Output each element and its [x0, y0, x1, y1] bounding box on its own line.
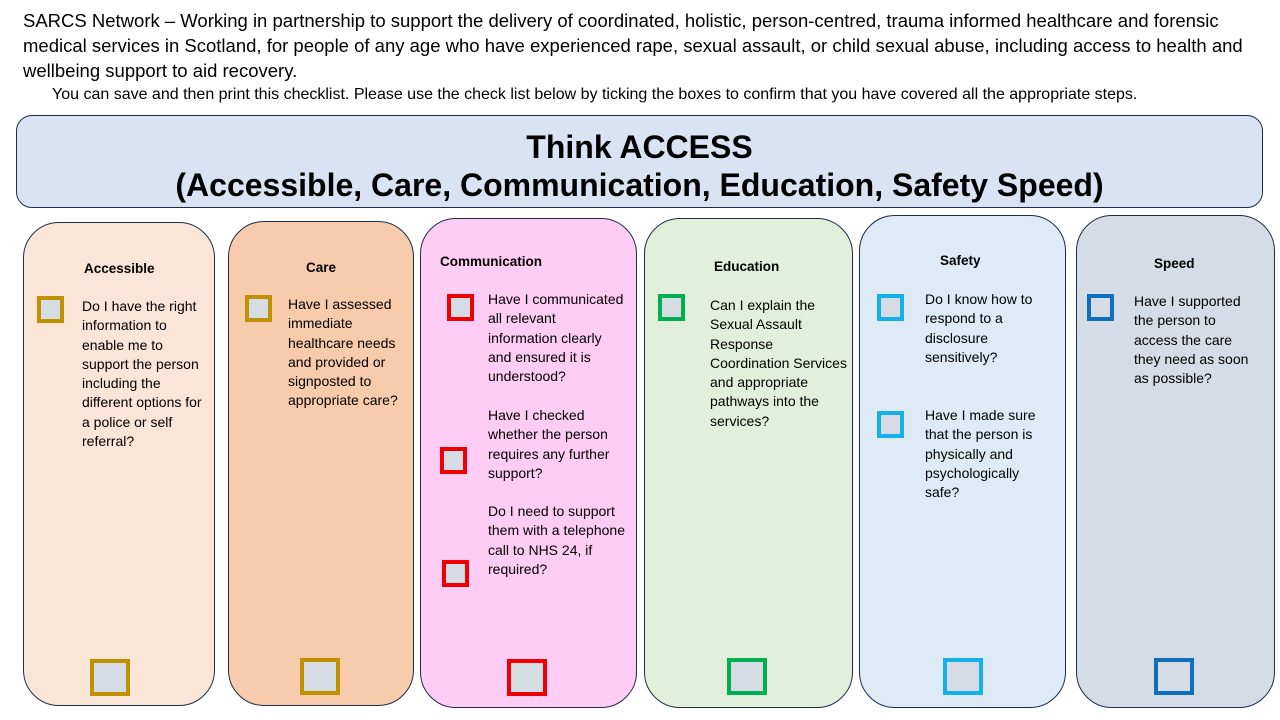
instruction-text: You can save and then print this checklist. Please use the check list below by ticking the boxes to confirm that you have covered all the appropriate steps. — [52, 86, 1138, 103]
column-checkbox-speed[interactable] — [1154, 658, 1194, 695]
column-checkbox-communication[interactable] — [507, 659, 547, 696]
column-checkbox-education[interactable] — [727, 658, 767, 695]
banner-title: Think ACCESS — [526, 129, 753, 165]
column-checkbox-safety[interactable] — [943, 658, 983, 695]
checklist-item: Have I checked whether the person requires any further support? — [488, 407, 610, 481]
checkbox-education-1[interactable] — [658, 294, 685, 321]
column-accessible — [23, 222, 215, 706]
column-safety — [859, 215, 1066, 708]
checklist-item: Have I communicated all relevant information clearly and ensured it is understood? — [488, 291, 624, 385]
checkbox-safety-2[interactable] — [877, 411, 904, 438]
checklist-item: Can I explain the Sexual Assault Response Coordination Services and appropriate pathways into the services? — [710, 297, 847, 429]
column-title: Education — [714, 259, 780, 274]
column-title: Safety — [940, 253, 981, 268]
checklist-item: Do I know how to respond to a disclosure sensitively? — [925, 291, 1033, 365]
checkbox-accessible-1[interactable] — [37, 296, 64, 323]
checkbox-safety-1[interactable] — [877, 294, 904, 321]
checklist-item: Do I have the right information to enable me to support the person including the different options for a police or self referral? — [82, 298, 202, 450]
banner-subtitle: (Accessible, Care, Communication, Education, Safety Speed) — [175, 167, 1104, 203]
column-title: Accessible — [84, 261, 155, 276]
column-care — [228, 221, 414, 706]
checklist-item: Have I supported the person to access the care they need as soon as possible? — [1134, 293, 1249, 387]
intro-text: SARCS Network – Working in partnership to support the delivery of coordinated, holistic, person-centred, trauma informed healthcare and forensic medical services in Scotland, for people of any age who have experienced rape, sexual assault, or child sexual abuse, including access to health and wellbeing support to aid recovery. — [23, 10, 1243, 81]
column-title: Communication — [440, 254, 543, 269]
checkbox-care-1[interactable] — [245, 295, 272, 322]
checkbox-communication-1[interactable] — [447, 294, 474, 321]
column-communication — [420, 218, 637, 708]
checkbox-communication-2[interactable] — [440, 447, 467, 474]
think-access-banner — [16, 115, 1263, 208]
checklist-item: Have I assessed immediate healthcare needs and provided or signposted to appropriate care? — [288, 296, 398, 409]
checklist-item: Do I need to support them with a telephone call to NHS 24, if required? — [488, 503, 625, 577]
column-title: Care — [306, 260, 337, 275]
column-checkbox-accessible[interactable] — [90, 659, 130, 696]
column-speed — [1076, 215, 1275, 708]
column-checkbox-care[interactable] — [300, 658, 340, 695]
checkbox-speed-1[interactable] — [1087, 294, 1114, 321]
checklist-item: Have I made sure that the person is physically and psychologically safe? — [925, 407, 1036, 501]
column-education — [644, 218, 853, 708]
checkbox-communication-3[interactable] — [442, 560, 469, 587]
column-title: Speed — [1154, 256, 1195, 271]
